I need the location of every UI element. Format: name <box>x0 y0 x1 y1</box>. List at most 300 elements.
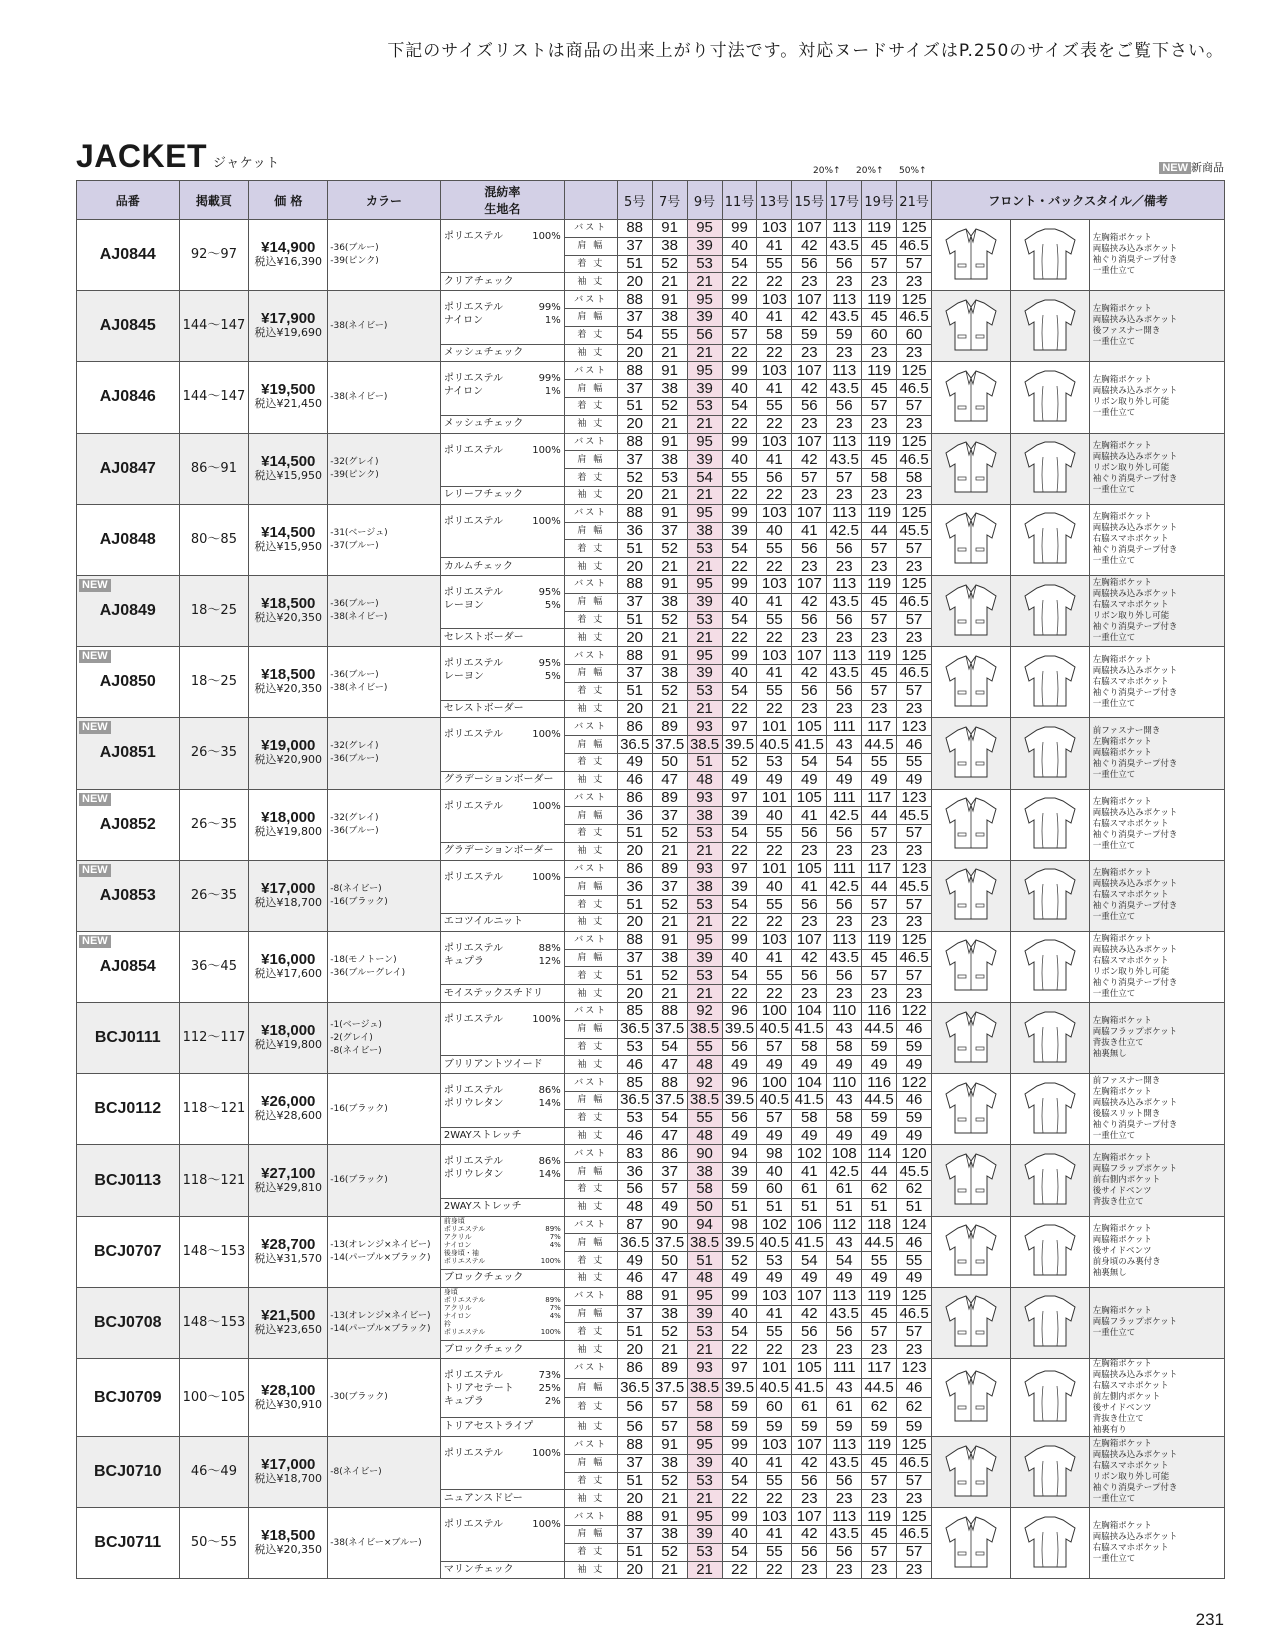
size-value: 56 <box>792 540 827 558</box>
size-value: 22 <box>722 1490 757 1508</box>
color-item: -36(ブルー) <box>330 599 379 610</box>
fabric-title: カルムチェック <box>440 558 564 576</box>
size-value: 125 <box>897 647 932 665</box>
size-value: 37 <box>617 1454 652 1472</box>
size-value: 94 <box>687 1216 722 1234</box>
size-value: 107 <box>792 931 827 949</box>
size-value: 41 <box>792 522 827 540</box>
size-value: 49 <box>722 771 757 789</box>
note-item: 一重仕立て <box>1092 408 1136 419</box>
header-size: 13号 <box>757 181 792 220</box>
note-item: 一重仕立て <box>1092 1494 1136 1505</box>
color-item: -36(ブルー) <box>330 754 379 765</box>
size-value: 41 <box>757 451 792 469</box>
note-item: 一重仕立て <box>1092 1328 1136 1339</box>
size-value: 119 <box>862 504 897 522</box>
fabric-title: レリーフチェック <box>440 486 564 504</box>
size-value: 60 <box>757 1398 792 1418</box>
fabric-row <box>444 728 561 741</box>
fabric-name: トリアセテート <box>443 1383 514 1394</box>
size-value: 57 <box>862 896 897 914</box>
size-value: 23 <box>897 1561 932 1579</box>
size-value: 38.5 <box>687 1378 722 1398</box>
size-value: 55 <box>757 825 792 843</box>
size-value: 22 <box>722 273 757 291</box>
fabric-title: トリアセストライプ <box>440 1417 564 1437</box>
fabric-pct: 14% <box>538 1098 561 1110</box>
jacket-back-icon <box>1019 1078 1081 1138</box>
jacket-front-icon <box>940 722 1002 782</box>
size-value: 45.5 <box>897 878 932 896</box>
fabric-pct: 86% <box>538 1085 561 1097</box>
fabric-pct: 100% <box>532 729 561 741</box>
product-code <box>77 1074 180 1145</box>
product-page: 26〜35 <box>179 789 249 860</box>
product-page: 50〜55 <box>179 1508 249 1579</box>
size-value: 56 <box>827 682 862 700</box>
size-value: 91 <box>652 291 687 309</box>
product-notes <box>1089 1003 1224 1074</box>
product-colors <box>328 504 441 575</box>
measure-label: バスト <box>564 1216 617 1234</box>
note-item: 袖ぐり消臭テープ付き <box>1092 1120 1178 1131</box>
size-value: 103 <box>757 220 792 238</box>
jacket-front-icon <box>940 366 1002 426</box>
size-value: 91 <box>652 931 687 949</box>
size-value: 95 <box>687 220 722 238</box>
note-item: 左胸箱ポケット <box>1092 233 1152 244</box>
fabric-composition <box>440 291 564 344</box>
color-item: -31(ベージュ) <box>330 527 388 538</box>
size-value: 88 <box>652 1074 687 1092</box>
size-value: 22 <box>757 415 792 433</box>
fabric-pct: 100% <box>532 871 561 883</box>
product-code <box>77 291 180 362</box>
size-value: 119 <box>862 931 897 949</box>
note-item: 両脇箱ポケット <box>1092 1235 1152 1246</box>
size-value: 54 <box>722 967 757 985</box>
size-value: 21 <box>652 1341 687 1359</box>
jacket-front-icon <box>940 295 1002 355</box>
size-value: 40.5 <box>757 736 792 754</box>
size-value: 22 <box>722 842 757 860</box>
size-value: 59 <box>862 1417 897 1437</box>
size-value: 61 <box>792 1398 827 1418</box>
fabric-row <box>444 1447 561 1460</box>
size-value: 94 <box>722 1145 757 1163</box>
fabric-name: ポリエステル <box>443 800 503 812</box>
size-value: 100 <box>757 1003 792 1021</box>
size-value: 36.5 <box>617 1378 652 1398</box>
note-item: 両脇挟み込みポケット <box>1092 452 1178 463</box>
fabric-pct: 2% <box>544 1396 561 1407</box>
size-value: 40.5 <box>757 1234 792 1252</box>
fabric-pct: 4% <box>549 1240 561 1249</box>
size-value: 44 <box>862 1163 897 1181</box>
size-value: 53 <box>687 896 722 914</box>
size-value: 95 <box>687 931 722 949</box>
size-value: 39.5 <box>722 736 757 754</box>
product-code <box>77 647 180 718</box>
size-value: 113 <box>827 1437 862 1455</box>
header-fabric-2: 生地名 <box>484 202 521 216</box>
size-value: 23 <box>897 273 932 291</box>
size-value: 57 <box>862 611 897 629</box>
product-rows <box>77 220 1225 1579</box>
size-value: 55 <box>722 469 757 487</box>
size-value: 36.5 <box>617 736 652 754</box>
color-item: -32(グレイ) <box>330 456 379 467</box>
size-value: 86 <box>617 1359 652 1379</box>
size-value: 21 <box>687 700 722 718</box>
product-price <box>249 1437 328 1508</box>
size-value: 107 <box>792 220 827 238</box>
size-value: 42 <box>792 1454 827 1472</box>
size-value: 37 <box>652 522 687 540</box>
size-value: 99 <box>722 575 757 593</box>
note-item: 背抜き仕立て <box>1092 1197 1144 1208</box>
size-value: 88 <box>617 1508 652 1526</box>
size-value: 91 <box>652 1508 687 1526</box>
measure-label: 着 丈 <box>564 825 617 843</box>
size-value: 92 <box>687 1074 722 1092</box>
size-value: 43.5 <box>827 308 862 326</box>
size-value: 56 <box>757 469 792 487</box>
note-item: 袖裏無し <box>1092 1268 1127 1279</box>
note-item: 一重仕立て <box>1092 912 1136 923</box>
size-value: 49 <box>862 1270 897 1288</box>
size-value: 88 <box>617 291 652 309</box>
fabric-name: ポリエステル <box>443 1295 486 1304</box>
note-item: 後脇スリット開き <box>1092 1109 1161 1120</box>
size-value: 99 <box>722 1437 757 1455</box>
color-item: -8(ネイビー) <box>330 1045 382 1056</box>
size-value: 57 <box>862 255 897 273</box>
size-value: 41.5 <box>792 1378 827 1398</box>
size-value: 111 <box>827 1359 862 1379</box>
jacket-back-icon <box>1019 366 1081 426</box>
size-value: 51 <box>687 1252 722 1270</box>
table-row <box>77 1145 1225 1163</box>
size-value: 23 <box>827 985 862 1003</box>
measure-label: 着 丈 <box>564 1181 617 1199</box>
size-value: 39 <box>687 451 722 469</box>
jacket-back-icon <box>1019 1220 1081 1280</box>
product-colors <box>328 1003 441 1074</box>
size-value: 112 <box>827 1216 862 1234</box>
size-value: 55 <box>897 753 932 771</box>
size-value: 22 <box>757 985 792 1003</box>
size-table <box>76 180 1225 1579</box>
jacket-back-icon <box>1019 651 1081 711</box>
product-notes <box>1089 860 1224 931</box>
fabric-row <box>444 1257 561 1265</box>
product-page: 148〜153 <box>179 1216 249 1287</box>
note-item: 袖ぐり消臭テープ付き <box>1092 474 1178 485</box>
note-item: リボン取り外し可能 <box>1092 463 1170 474</box>
price-value: ¥18,000 <box>261 808 316 826</box>
size-value: 91 <box>652 220 687 238</box>
header-size: 21号 <box>897 181 932 220</box>
product-code-text: AJ0853 <box>99 886 156 904</box>
product-code <box>77 1508 180 1579</box>
note-item: 両脇挟み込みポケット <box>1092 386 1178 397</box>
jacket-back-icon <box>1019 1007 1081 1067</box>
size-value: 41 <box>792 807 827 825</box>
size-value: 49 <box>757 1127 792 1145</box>
size-value: 21 <box>687 273 722 291</box>
size-value: 54 <box>722 255 757 273</box>
fabric-name: ポリエステル <box>443 231 503 242</box>
size-value: 39 <box>722 807 757 825</box>
price-tax: 税込¥31,570 <box>254 1251 323 1265</box>
fabric-composition <box>440 362 564 415</box>
size-value: 41 <box>757 949 792 967</box>
color-item: -16(ブラック) <box>330 1103 388 1114</box>
new-badge: NEW <box>79 793 111 806</box>
size-value: 41 <box>757 593 792 611</box>
size-value: 57 <box>792 469 827 487</box>
size-value: 21 <box>652 415 687 433</box>
size-value: 37 <box>617 1525 652 1543</box>
color-item: -1(ベージュ) <box>330 1019 382 1030</box>
product-colors <box>328 1359 441 1437</box>
front-style-image <box>932 433 1011 504</box>
size-value: 56 <box>827 397 862 415</box>
size-value: 50 <box>652 753 687 771</box>
product-code-text: BCJ0710 <box>93 1463 162 1481</box>
measure-label: バスト <box>564 1359 617 1379</box>
size-value: 46.5 <box>897 593 932 611</box>
header-size: 11号 <box>722 181 757 220</box>
note-item: 一重仕立て <box>1092 841 1136 852</box>
note-item: 袖ぐり消臭テープ付き <box>1092 545 1178 556</box>
size-value: 40 <box>722 308 757 326</box>
size-value: 38 <box>652 1305 687 1323</box>
size-value: 46.5 <box>897 1525 932 1543</box>
size-value: 43.5 <box>827 237 862 255</box>
size-value: 49 <box>827 1056 862 1074</box>
size-value: 20 <box>617 1341 652 1359</box>
size-value: 101 <box>757 860 792 878</box>
fabric-title: モイステックスチドリ <box>440 985 564 1003</box>
size-value: 57 <box>862 540 897 558</box>
measure-label: バスト <box>564 1437 617 1455</box>
measure-label: バスト <box>564 718 617 736</box>
size-value: 41.5 <box>792 1020 827 1038</box>
size-value: 53 <box>687 682 722 700</box>
size-value: 23 <box>862 842 897 860</box>
size-value: 88 <box>617 362 652 380</box>
product-notes <box>1089 1508 1224 1579</box>
size-value: 57 <box>827 469 862 487</box>
size-value: 23 <box>827 273 862 291</box>
front-style-image <box>932 860 1011 931</box>
product-code-text: AJ0844 <box>99 246 156 264</box>
measure-label: 肩 幅 <box>564 736 617 754</box>
product-notes <box>1089 1359 1224 1437</box>
fabric-name: レーヨン <box>443 671 484 683</box>
product-colors <box>328 1287 441 1358</box>
size-value: 43.5 <box>827 451 862 469</box>
fabric-pct: 12% <box>538 955 561 967</box>
size-value: 39 <box>722 1163 757 1181</box>
new-badge: NEW <box>79 721 111 734</box>
size-value: 57 <box>722 326 757 344</box>
size-value: 40 <box>722 451 757 469</box>
size-value: 40 <box>757 522 792 540</box>
note-item: 左胸箱ポケット <box>1092 868 1152 879</box>
size-value: 57 <box>757 1109 792 1127</box>
product-notes <box>1089 931 1224 1002</box>
header-row <box>77 181 1225 220</box>
size-value: 37 <box>617 237 652 255</box>
size-value: 38 <box>652 380 687 398</box>
size-value: 52 <box>617 469 652 487</box>
size-value: 55 <box>757 1543 792 1561</box>
front-style-image <box>932 931 1011 1002</box>
size-value: 38 <box>652 237 687 255</box>
product-price <box>249 718 328 789</box>
size-value: 23 <box>827 558 862 576</box>
jacket-back-icon <box>1019 1512 1081 1572</box>
fabric-title: メッシュチェック <box>440 344 564 362</box>
size-value: 119 <box>862 291 897 309</box>
size-value: 56 <box>792 825 827 843</box>
measure-label: 肩 幅 <box>564 237 617 255</box>
product-colors <box>328 789 441 860</box>
color-item: -36(ブルー) <box>330 825 379 836</box>
size-value: 40 <box>722 593 757 611</box>
table-row <box>77 1216 1225 1234</box>
size-value: 119 <box>862 647 897 665</box>
size-value: 23 <box>862 486 897 504</box>
table-row <box>77 1003 1225 1021</box>
price-tax: 税込¥30,910 <box>254 1397 323 1411</box>
product-notes <box>1089 433 1224 504</box>
size-value: 21 <box>652 558 687 576</box>
size-value: 57 <box>862 1323 897 1341</box>
size-value: 95 <box>687 1287 722 1305</box>
size-value: 59 <box>897 1109 932 1127</box>
product-page: 86〜91 <box>179 433 249 504</box>
fabric-name: ポリエステル <box>443 1519 503 1531</box>
size-value: 48 <box>687 1270 722 1288</box>
fabric-composition <box>440 718 564 771</box>
color-item: -38(ネイビー) <box>330 320 388 331</box>
product-code-text: AJ0847 <box>99 459 156 477</box>
size-value: 88 <box>652 1003 687 1021</box>
size-value: 91 <box>652 1437 687 1455</box>
note-item: 一重仕立て <box>1092 698 1136 709</box>
size-value: 36 <box>617 1163 652 1181</box>
size-value: 113 <box>827 220 862 238</box>
size-value: 39 <box>687 1454 722 1472</box>
size-value: 36 <box>617 807 652 825</box>
size-value: 40 <box>722 1454 757 1472</box>
size-value: 58 <box>862 469 897 487</box>
size-value: 49 <box>792 1056 827 1074</box>
size-value: 20 <box>617 629 652 647</box>
size-value: 23 <box>792 1341 827 1359</box>
size-value: 36.5 <box>617 1234 652 1252</box>
product-code-text: BCJ0711 <box>94 1534 162 1552</box>
fabric-composition <box>440 1074 564 1127</box>
back-style-image <box>1010 1003 1089 1074</box>
product-colors <box>328 1437 441 1508</box>
note-item: 一重仕立て <box>1092 337 1136 348</box>
size-value: 57 <box>862 825 897 843</box>
size-value: 43.5 <box>827 1305 862 1323</box>
price-value: ¥19,000 <box>261 737 316 755</box>
fabric-name: ポリエステル <box>443 1256 486 1265</box>
size-value: 57 <box>897 1472 932 1490</box>
fabric-pct: 100% <box>532 800 561 812</box>
size-value: 123 <box>897 718 932 736</box>
size-value: 122 <box>897 1003 932 1021</box>
back-style-image <box>1010 1287 1089 1358</box>
size-value: 57 <box>897 611 932 629</box>
size-value: 101 <box>757 1359 792 1379</box>
size-value: 21 <box>687 914 722 932</box>
fabric-name: ナイロン <box>443 386 484 398</box>
note-item: 左胸箱ポケット <box>1092 578 1152 589</box>
size-value: 49 <box>827 1127 862 1145</box>
fabric-row <box>444 1518 561 1531</box>
size-value: 21 <box>687 1341 722 1359</box>
front-style-image <box>932 1074 1011 1145</box>
size-value: 46 <box>897 1378 932 1398</box>
size-value: 91 <box>652 575 687 593</box>
product-colors <box>328 362 441 433</box>
size-value: 88 <box>617 931 652 949</box>
size-value: 57 <box>897 1323 932 1341</box>
size-value: 23 <box>897 486 932 504</box>
size-value: 110 <box>827 1074 862 1092</box>
size-value: 45 <box>862 1525 897 1543</box>
note-item: 右脇スマホポケット <box>1092 955 1169 966</box>
size-value: 59 <box>827 1417 862 1437</box>
size-value: 42 <box>792 451 827 469</box>
measure-label: 袖 丈 <box>564 1341 617 1359</box>
note-item: 左胸箱ポケット <box>1092 1016 1152 1027</box>
fabric-name: 後身頃・袖 <box>443 1248 479 1257</box>
measure-label: 袖 丈 <box>564 486 617 504</box>
product-colors <box>328 647 441 718</box>
product-notes <box>1089 789 1224 860</box>
size-value: 20 <box>617 558 652 576</box>
price-tax: 税込¥20,350 <box>254 1543 323 1557</box>
size-value: 98 <box>757 1145 792 1163</box>
measure-label: 着 丈 <box>564 255 617 273</box>
size-value: 42.5 <box>827 522 862 540</box>
note-item: 右脇スマホポケット <box>1092 1381 1169 1391</box>
fabric-row <box>444 670 561 683</box>
size-value: 107 <box>792 291 827 309</box>
measure-label: 肩 幅 <box>564 1163 617 1181</box>
jacket-back-icon <box>1019 1291 1081 1351</box>
size-value: 51 <box>827 1198 862 1216</box>
size-value: 23 <box>862 1561 897 1579</box>
product-page: 118〜121 <box>179 1074 249 1145</box>
measure-label: バスト <box>564 1145 617 1163</box>
size-value: 39.5 <box>722 1378 757 1398</box>
size-value: 119 <box>862 220 897 238</box>
size-value: 21 <box>687 1490 722 1508</box>
size-value: 119 <box>862 433 897 451</box>
measure-label: 袖 丈 <box>564 344 617 362</box>
size-value: 51 <box>617 397 652 415</box>
